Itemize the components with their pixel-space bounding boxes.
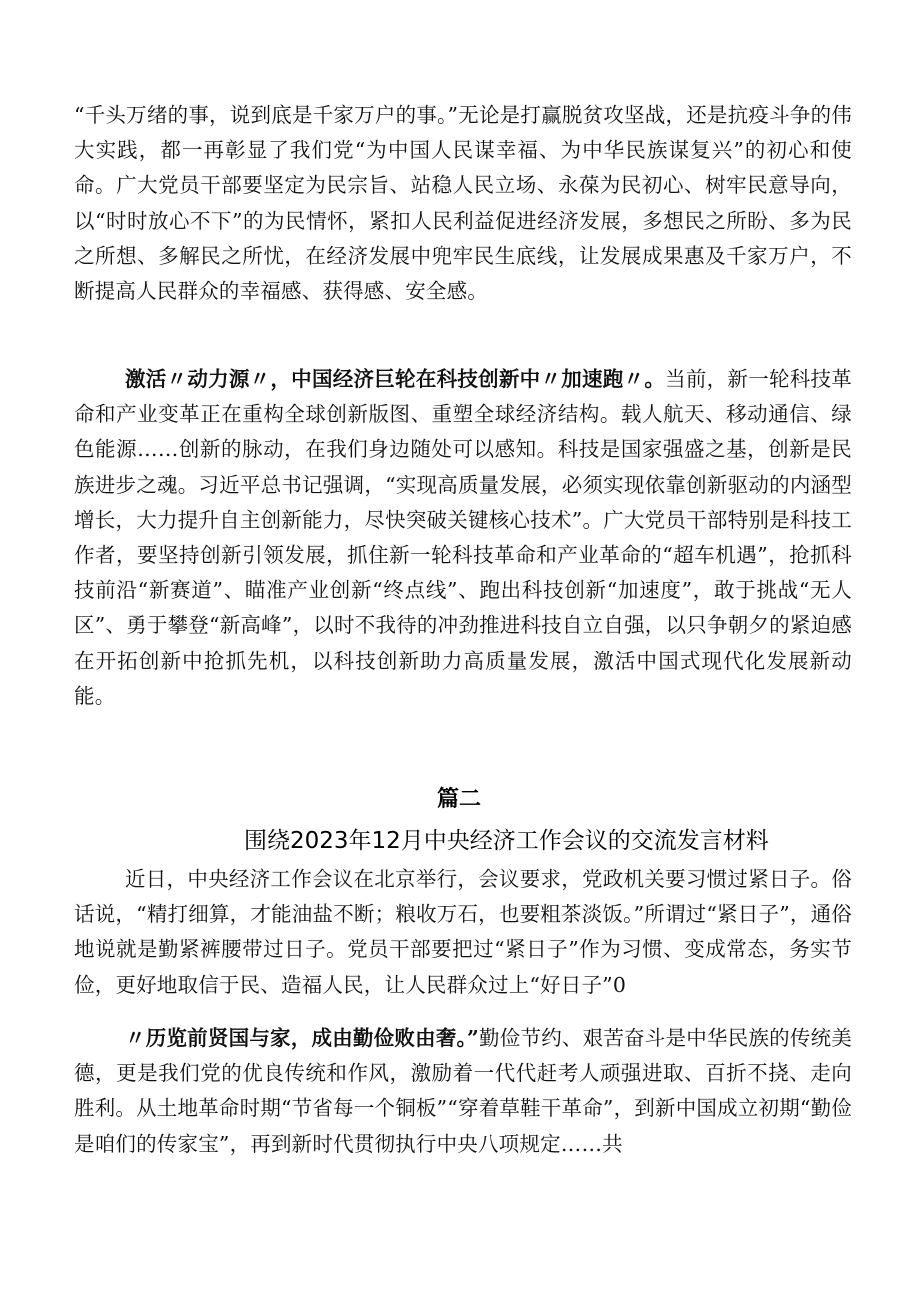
paragraph-4-text: 勤俭节约、艰苦奋斗是中华民族的传统美德，更是我们党的优良传统和作风，激励着一代代赶考人顽强进取、百折不挠、走向胜利。从土地革命时期“节省每一个铜板”“穿着草鞋干革命”，到新中国成立初期“勤俭是咱们的传家宝”，再到新时代贯彻执行中央八项规定……共 <box>74 1026 853 1156</box>
paragraph-2 <box>74 362 852 714</box>
paragraph-3-text: 近日，中央经济工作会议在北京举行，会议要求，党政机关要习惯过紧日子。俗话说，“精打细算，才能油盐不断；粮收万石，也要粗茶淡饭。”所谓过“紧日子”，通俗地说就是勤紧裤腰带过日子。党员干部要把过“紧日子”作为习惯、变成常态，务实节俭，更好地取信于民、造福人民，让人民群众过上“好日子”0 <box>74 867 852 997</box>
section-heading: 篇二 <box>437 787 482 812</box>
paragraph-3 <box>74 862 852 1003</box>
paragraph-4 <box>74 1021 852 1162</box>
paragraph-4-lead: 〃历览前贤国与家，成由勤俭败由奢。” <box>125 1026 480 1050</box>
paragraph-1 <box>74 98 852 309</box>
section-title: 围绕2023年12月中央经济工作会议的交流发言材料 <box>244 828 769 854</box>
paragraph-2-lead: 激活〃动力源〃，中国经济巨轮在科技创新中〃加速跑〃。 <box>125 367 666 391</box>
paragraph-2-text: 当前，新一轮科技革命和产业变革正在重构全球创新版图、重塑全球经济结构。载人航天、移动通信、绿色能源……创新的脉动，在我们身边随处可以感知。科技是国家强盛之基，创新是民族进步之魂。习近平总书记强调，“实现高质量发展，必须实现依靠创新驱动的内涵型增长，大力提升自主创新能力，尽快突破关键核心技术”。广大党员干部特别是科技工作者，要坚持创新引领发展，抓住新一轮科技革命和产业革命的“超车机遇”，抢抓科技前沿“新赛道”、瞄准产业创新“终点线”、跑出科技创新“加速度”，敢于挑战“无人区”、勇于攀登“新高峰”，以时不我待的冲劲推进科技自立自强，以只争朝夕的紧迫感在开拓创新中抢抓先机，以科技创新助力高质量发展，激活中国式现代化发展新动能。 <box>74 367 852 708</box>
paragraph-1-text: “千头万绪的事，说到底是千家万户的事。”无论是打赢脱贫攻坚战，还是抗疫斗争的伟大实践，都一再彰显了我们党“为中国人民谋幸福、为中华民族谋复兴”的初心和使命。广大党员干部要坚定为民宗旨、站稳人民立场、永葆为民初心、树牢民意导向，以“时时放心不下”的为民情怀，紧扣人民利益促进经济发展，多想民之所盼、多为民之所想、多解民之所忧，在经济发展中兜牢民生底线，让发展成果惠及千家万户，不断提高人民群众的幸福感、获得感、安全感。 <box>74 103 852 304</box>
